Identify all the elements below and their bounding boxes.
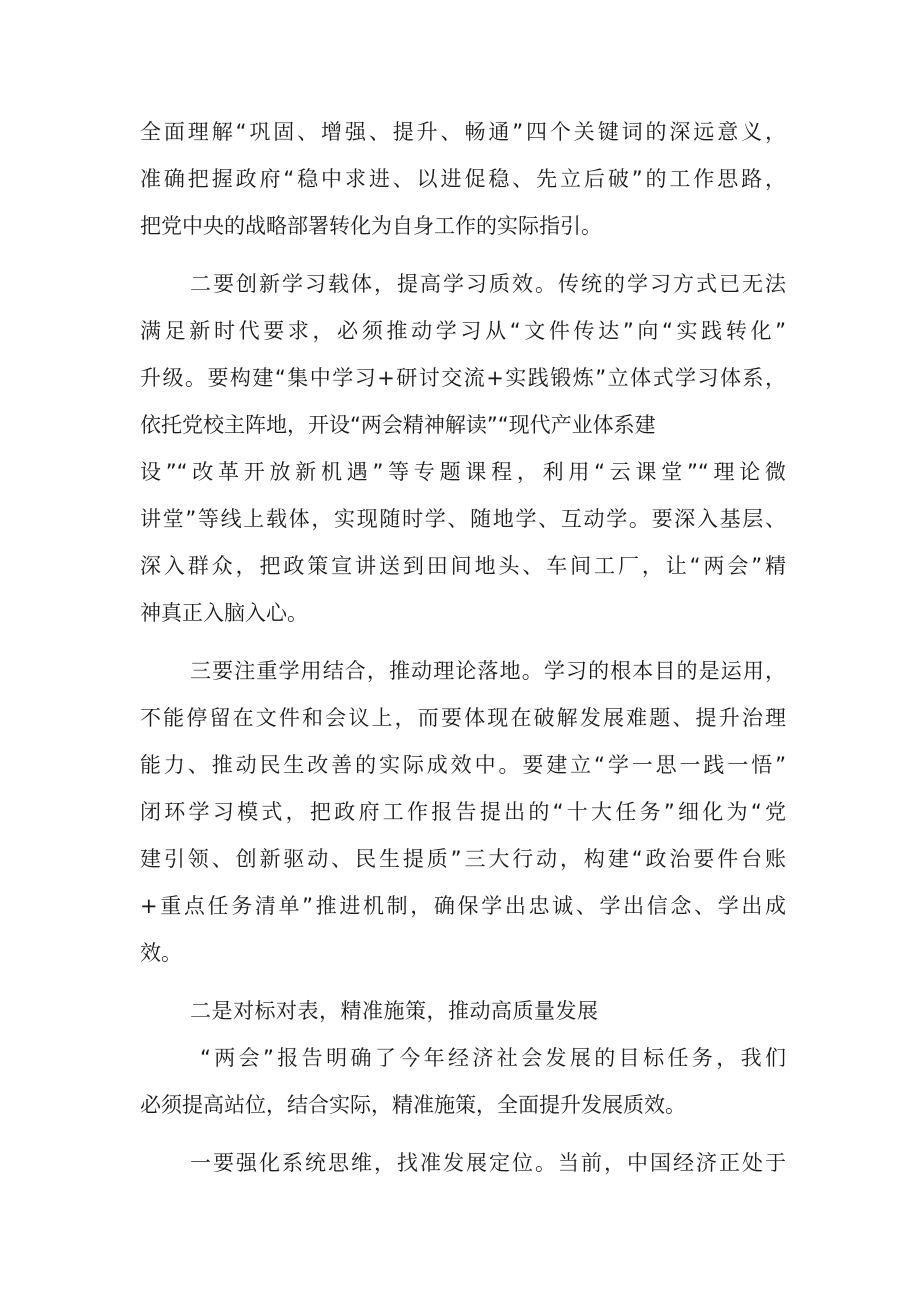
text-line: 效。 xyxy=(140,941,182,965)
paragraph xyxy=(140,113,786,245)
text-line: 深入群众，把政策宣讲送到田间地头、车间工厂，让“两会”精 xyxy=(140,554,786,578)
document-body xyxy=(140,113,786,1191)
paragraph xyxy=(140,1144,786,1182)
text-line: 一要强化系统思维，找准发展定位。当前，中国经济正处于 xyxy=(190,1151,786,1175)
text-line: 能力、推动民生改善的实际成效中。要建立“学一思一践一悟” xyxy=(140,753,786,777)
paragraph xyxy=(140,1039,786,1124)
text-line: 准确把握政府“稳中求进、以进促稳、先立后破”的工作思路， xyxy=(140,167,786,191)
text-line: 二要创新学习载体，提高学习质效。传统的学习方式已无法 xyxy=(190,272,786,296)
text-line: 全面理解“巩固、增强、提升、畅通”四个关键词的深远意义， xyxy=(140,120,786,144)
text-line: 不能停留在文件和会议上，而要体现在破解发展难题、提升治理 xyxy=(140,706,786,730)
text-line: 把党中央的战略部署转化为自身工作的实际指引。 xyxy=(140,214,602,238)
text-line: +重点任务清单”推进机制，确保学出忠诚、学出信念、学出成 xyxy=(140,894,786,918)
text-line: 依托党校主阵地，开设“两会精神解读”“现代产业体系建 xyxy=(140,413,656,437)
text-line: 设”“改革开放新机遇”等专题课程，利用“云课堂”“理论微 xyxy=(140,460,786,484)
text-line: 神真正入脑入心。 xyxy=(140,601,308,625)
text-line: 升级。要构建“集中学习+研讨交流+实践锻炼”立体式学习体系， xyxy=(140,366,786,390)
text-line: “两会”报告明确了今年经济社会发展的目标任务，我们 xyxy=(200,1046,786,1070)
text-line: 满足新时代要求，必须推动学习从“文件传达”向“实践转化” xyxy=(140,319,786,343)
paragraph xyxy=(140,652,786,972)
section-heading xyxy=(140,992,786,1030)
text-line: 讲堂”等线上载体，实现随时学、随地学、互动学。要深入基层、 xyxy=(140,507,786,531)
paragraph xyxy=(140,265,786,632)
heading-line: 二是对标对表，精准施策，推动高质量发展 xyxy=(190,999,599,1023)
text-line: 建引领、创新驱动、民生提质”三大行动，构建“政治要件台账 xyxy=(140,847,786,871)
text-line: 三要注重学用结合，推动理论落地。学习的根本目的是运用， xyxy=(190,659,786,683)
text-line: 闭环学习模式，把政府工作报告提出的“十大任务”细化为“党 xyxy=(140,800,786,824)
text-line: 必须提高站位，结合实际，精准施策，全面提升发展质效。 xyxy=(140,1093,686,1117)
